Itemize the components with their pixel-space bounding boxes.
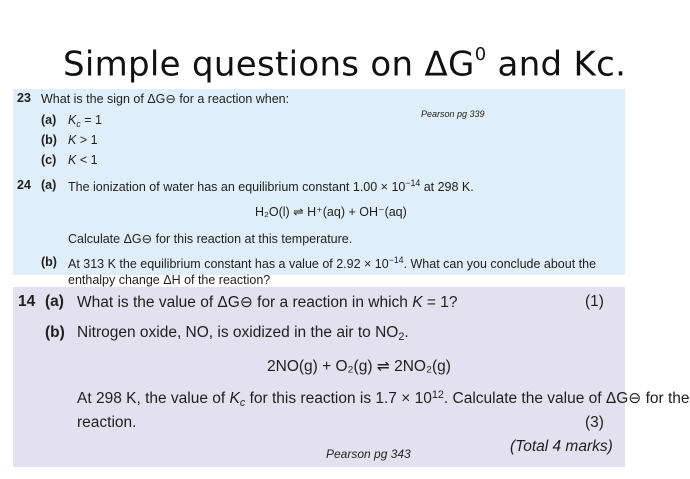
q14-a-label: (a) [45,293,64,310]
slide-title [63,36,627,86]
q14-b-kc-text-continued: reaction. [77,414,137,431]
q23-c-label: (c) [41,153,57,167]
q24-b-text-continued: enthalpy change ΔH of the reaction? [68,273,271,287]
q23-b-label: (b) [41,133,57,147]
q24-b-label: (b) [41,255,57,269]
q23-b-condition: K > 1 [68,133,98,147]
q23-a-condition: $K_c = 1$ [68,113,102,129]
q23-stem: What is the sign of ΔG⊖ for a reaction when: [41,92,290,106]
q14-b-kc-text: At 298 K, the value of $K_c$ for this reaction is $1.7 \times 10^{12}$. Calculate the value of ΔG⊖ for the [77,389,690,409]
q23-number: 23 [17,91,31,105]
page-reference-top: Pearson pg 339 [421,109,485,119]
question-panel-bottom [13,287,690,467]
q14-a-text: What is the value of ΔG⊖ for a reaction in which K = 1? [77,294,458,311]
title-superscript: 0 [474,44,487,65]
question-panel-top [13,89,625,275]
q24-a-label: (a) [41,178,57,192]
q14-equation: 2NO(g) + O₂(g) ⇌ 2NO₂(g) [267,358,451,375]
page-reference-bottom: Pearson pg 343 [326,447,411,461]
q14-b-text: Nitrogen oxide, NO, is oxidized in the air to $NO_2$. [77,324,409,343]
title-rest: and Kc. [486,44,627,85]
q23-a-label: (a) [41,113,57,127]
q24-number: 24 [17,178,31,192]
q24-a-task: Calculate ΔG⊖ for this reaction at this temperature. [68,232,353,246]
q14-total-marks: (Total 4 marks) [510,438,613,455]
q23-c-condition: K < 1 [68,153,98,167]
q14-b-label: (b) [45,324,65,341]
q14-a-marks: (1) [585,293,604,310]
q14-number: 14 [18,293,36,310]
q24-equation: H₂O(l) ⇌ H⁺(aq) + OH⁻(aq) [255,205,407,219]
title-main: Simple questions on ΔG [63,44,475,85]
q24-b-text: At 313 K the equilibrium constant has a value of $2.92 \times 10^{-14}$. What can you conclude about the [68,255,597,271]
q14-b-marks: (3) [585,414,604,431]
q24-a-text: The ionization of water has an equilibrium constant $1.00 \times 10^{-14}$ at 298 K. [68,178,474,194]
